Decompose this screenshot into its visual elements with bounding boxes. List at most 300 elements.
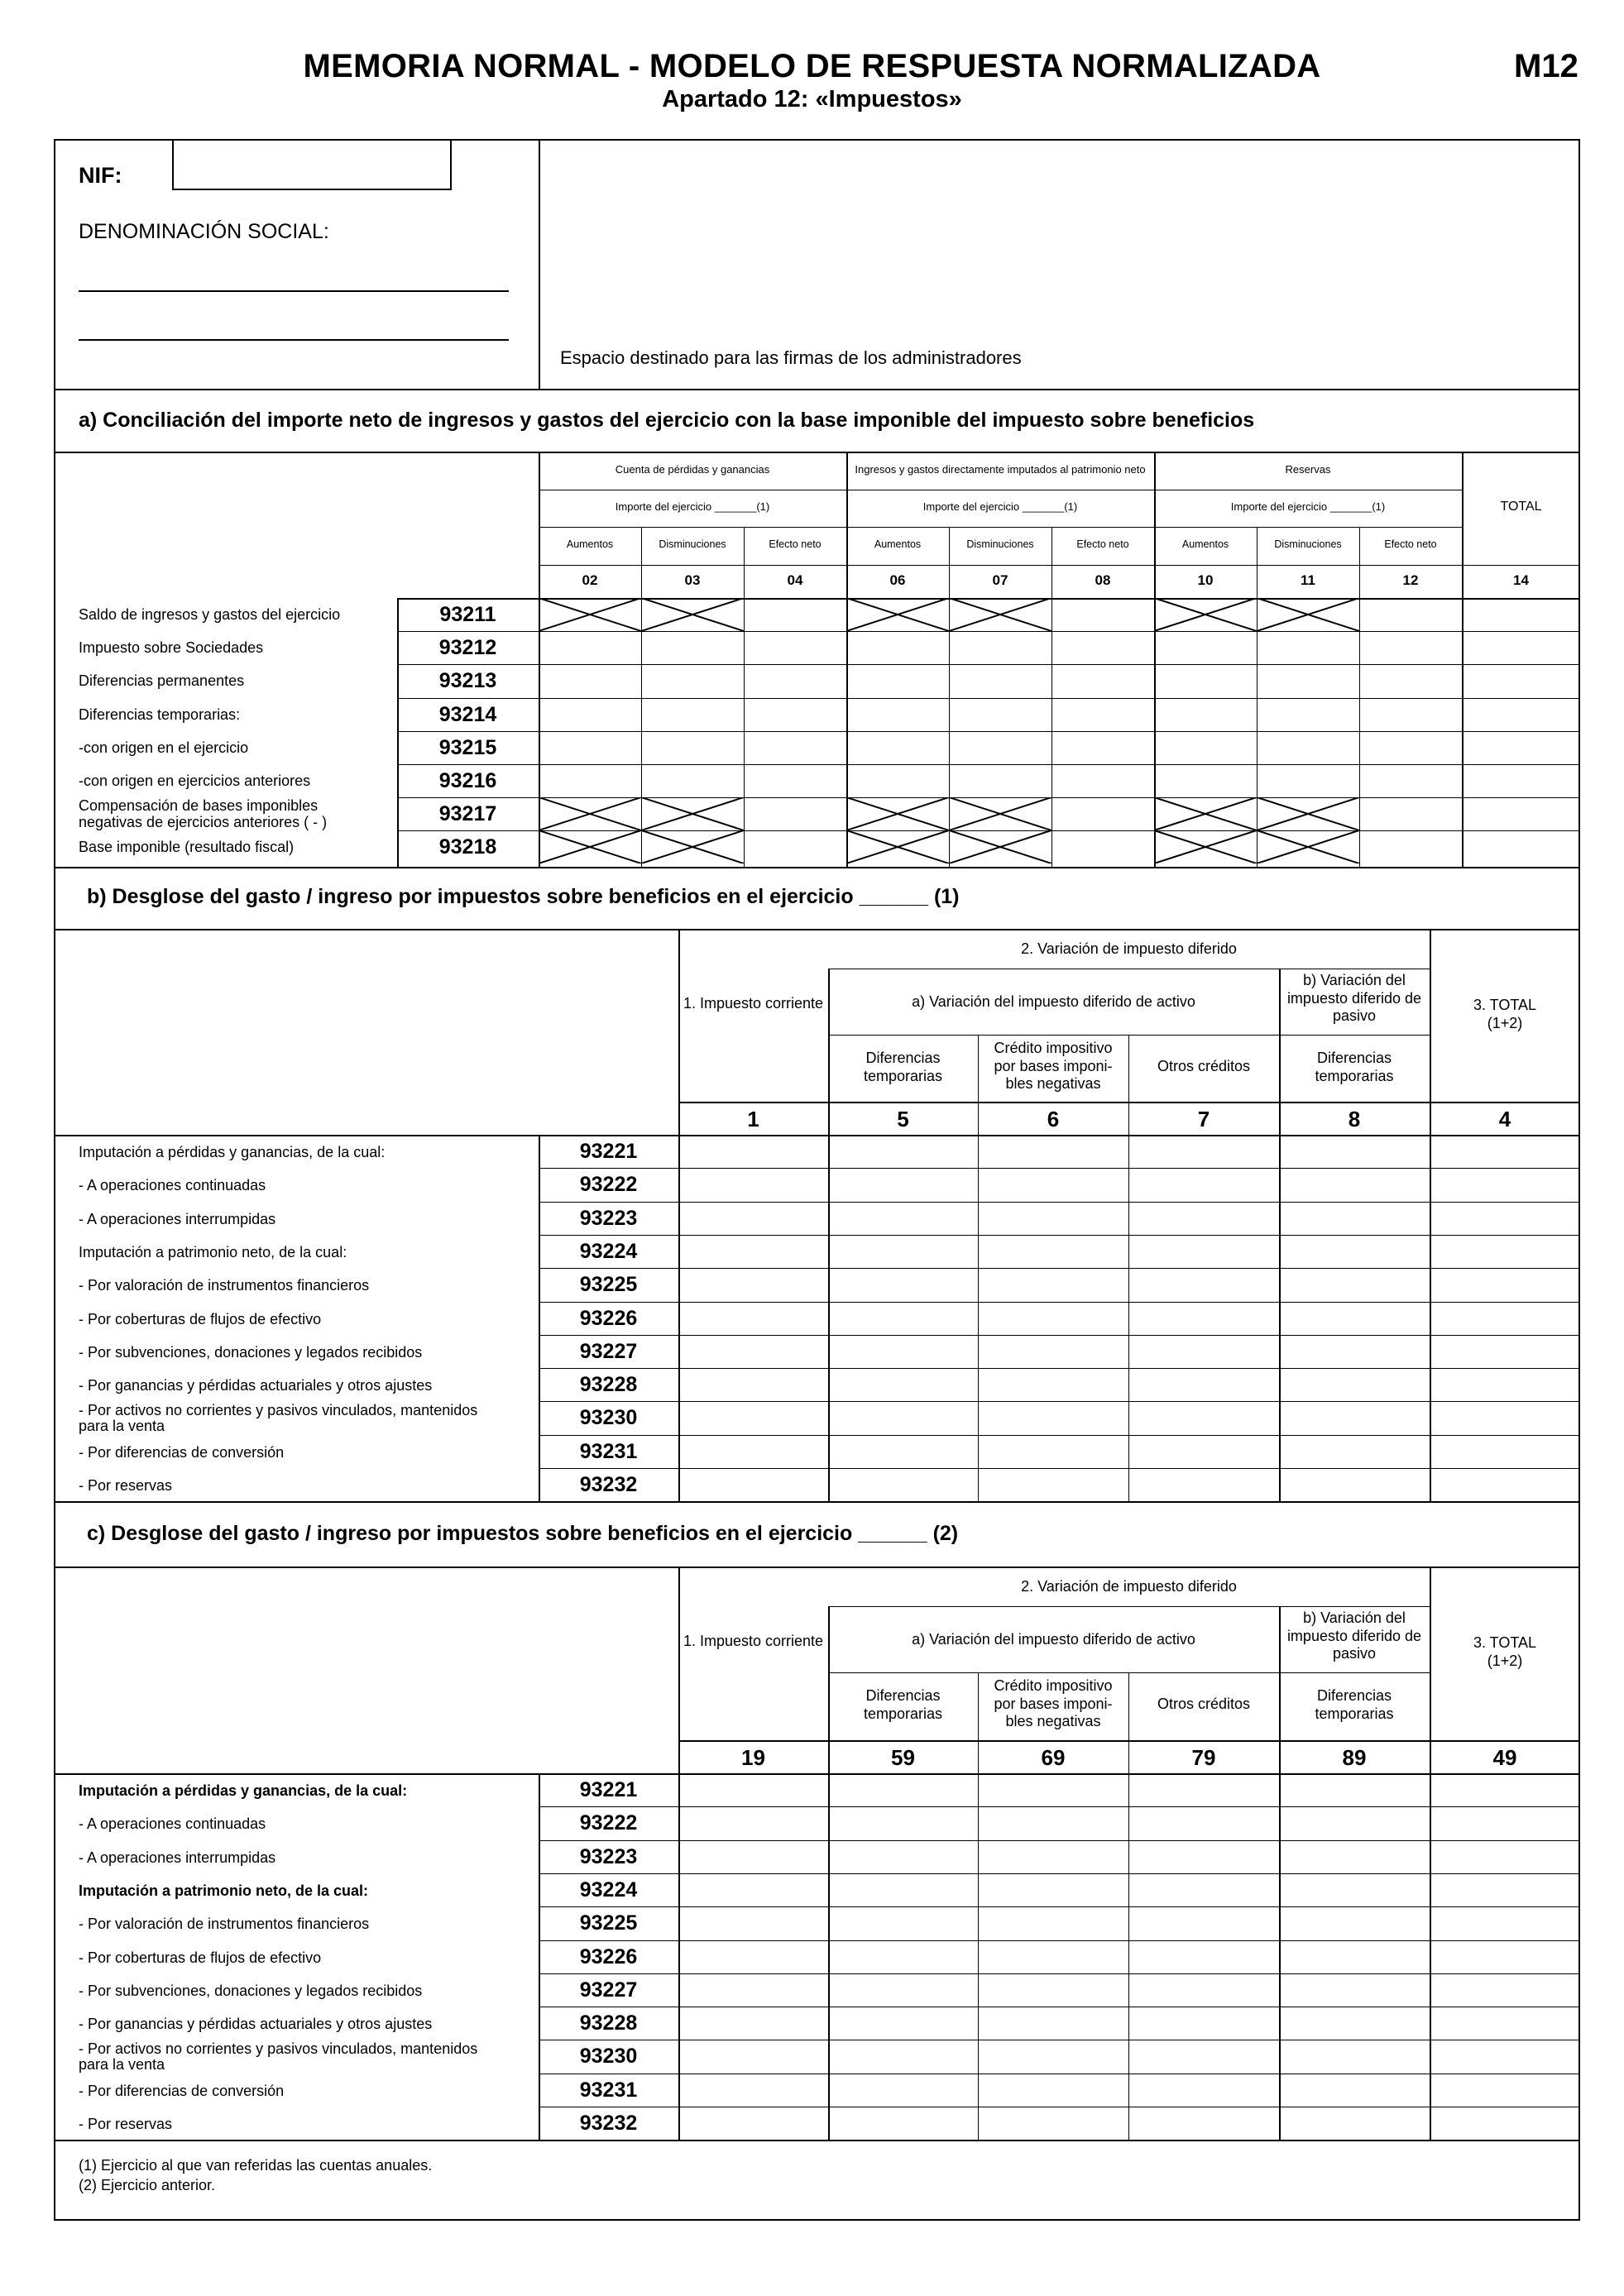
row-code: 93222 bbox=[579, 1173, 638, 1197]
input-cell[interactable] bbox=[1431, 1975, 1578, 2005]
denominacion-line-2[interactable] bbox=[79, 339, 509, 341]
input-cell[interactable] bbox=[848, 700, 947, 729]
input-cell[interactable] bbox=[830, 1808, 976, 1838]
input-cell[interactable] bbox=[1130, 1170, 1277, 1199]
row-label: - Por subvenciones, donaciones y legados recibidos bbox=[79, 1982, 423, 1999]
input-cell[interactable] bbox=[1130, 1942, 1277, 1972]
crossed-out-cell bbox=[641, 598, 744, 631]
column-number: 19 bbox=[741, 1745, 765, 1770]
input-cell[interactable] bbox=[540, 733, 640, 763]
group-header: Reservas bbox=[1285, 463, 1331, 476]
input-cell[interactable] bbox=[830, 2008, 976, 2038]
input-cell[interactable] bbox=[680, 1136, 826, 1166]
input-cell[interactable] bbox=[848, 666, 947, 696]
input-cell[interactable] bbox=[830, 1370, 976, 1399]
input-cell[interactable] bbox=[830, 1270, 976, 1299]
input-cell[interactable] bbox=[1464, 633, 1578, 662]
input-cell[interactable] bbox=[980, 2108, 1127, 2138]
input-cell[interactable] bbox=[1361, 600, 1460, 629]
input-cell[interactable] bbox=[745, 832, 845, 862]
total-header: 3. TOTAL bbox=[1473, 997, 1537, 1013]
input-cell[interactable] bbox=[1156, 733, 1255, 763]
nif-input[interactable] bbox=[172, 139, 452, 190]
row-line bbox=[539, 1302, 1580, 1303]
input-cell[interactable] bbox=[540, 700, 640, 729]
row-line bbox=[539, 1235, 1580, 1236]
input-cell[interactable] bbox=[1431, 1808, 1578, 1838]
input-cell[interactable] bbox=[745, 799, 845, 829]
input-cell[interactable] bbox=[848, 633, 947, 662]
input-cell[interactable] bbox=[680, 1170, 826, 1199]
importe-header: Importe del ejercicio _______(1) bbox=[1230, 500, 1386, 513]
input-cell[interactable] bbox=[1361, 633, 1460, 662]
input-cell[interactable] bbox=[1281, 1170, 1428, 1199]
input-cell[interactable] bbox=[951, 633, 1050, 662]
input-cell[interactable] bbox=[1361, 832, 1460, 862]
input-cell[interactable] bbox=[1130, 2075, 1277, 2105]
input-cell[interactable] bbox=[1281, 1842, 1428, 1872]
row-label: Imputación a patrimonio neto, de la cual: bbox=[79, 1882, 369, 1899]
input-cell[interactable] bbox=[1431, 1942, 1578, 1972]
input-cell[interactable] bbox=[980, 1303, 1127, 1333]
input-cell[interactable] bbox=[1431, 2041, 1578, 2071]
column-number: 04 bbox=[787, 572, 803, 588]
input-cell[interactable] bbox=[1281, 1337, 1428, 1366]
input-cell[interactable] bbox=[1130, 2108, 1277, 2138]
sub-header: Efecto neto bbox=[1384, 538, 1437, 550]
input-cell[interactable] bbox=[1281, 2041, 1428, 2071]
section-b-title: b) Desglose del gasto / ingreso por impuestos sobre beneficios en el ejercicio ______ (1) bbox=[87, 885, 960, 908]
row-code: 93230 bbox=[579, 1406, 638, 1430]
input-cell[interactable] bbox=[980, 1975, 1127, 2005]
variacion-pasivo-header: b) Variación del impuesto diferido de pasivo bbox=[1286, 972, 1422, 1025]
input-cell[interactable] bbox=[680, 1370, 826, 1399]
input-cell[interactable] bbox=[1464, 799, 1578, 829]
input-cell[interactable] bbox=[643, 666, 742, 696]
input-cell[interactable] bbox=[830, 1775, 976, 1805]
input-cell[interactable] bbox=[980, 1908, 1127, 1938]
row-label: para la venta bbox=[79, 2056, 165, 2074]
input-cell[interactable] bbox=[1258, 766, 1358, 796]
input-cell[interactable] bbox=[1431, 1303, 1578, 1333]
input-cell[interactable] bbox=[1281, 1942, 1428, 1972]
input-cell[interactable] bbox=[1130, 1908, 1277, 1938]
column-number: 5 bbox=[897, 1107, 909, 1131]
input-cell[interactable] bbox=[830, 1437, 976, 1466]
row-label: Base imponible (resultado fiscal) bbox=[79, 839, 295, 856]
row-line bbox=[539, 1906, 1580, 1907]
input-cell[interactable] bbox=[1130, 1875, 1277, 1905]
input-cell[interactable] bbox=[1130, 1303, 1277, 1333]
input-cell[interactable] bbox=[1281, 1370, 1428, 1399]
input-cell[interactable] bbox=[1464, 700, 1578, 729]
section-b-bottom bbox=[54, 1501, 1580, 1503]
input-cell[interactable] bbox=[1464, 666, 1578, 696]
input-cell[interactable] bbox=[1431, 1875, 1578, 1905]
input-cell[interactable] bbox=[830, 1403, 976, 1433]
sub-header: Efecto neto bbox=[1076, 538, 1129, 550]
column-number: 4 bbox=[1498, 1107, 1511, 1131]
row-line bbox=[539, 1840, 1580, 1841]
column-number: 49 bbox=[1492, 1745, 1517, 1770]
input-cell[interactable] bbox=[951, 766, 1050, 796]
input-cell[interactable] bbox=[680, 1808, 826, 1838]
total-header: TOTAL bbox=[1500, 500, 1542, 514]
section-c-title: c) Desglose del gasto / ingreso por impuestos sobre beneficios en el ejercicio ______ (2) bbox=[87, 1522, 959, 1545]
input-cell[interactable] bbox=[1431, 1775, 1578, 1805]
row-label: -con origen en el ejercicio bbox=[79, 739, 249, 756]
input-cell[interactable] bbox=[680, 1875, 826, 1905]
dif-temporarias-pasivo-header: Diferencias temporarias bbox=[1315, 1050, 1394, 1084]
input-cell[interactable] bbox=[680, 1236, 826, 1266]
column-number: 79 bbox=[1191, 1745, 1216, 1770]
crossed-out-cell bbox=[846, 598, 949, 631]
row-code: 93211 bbox=[439, 603, 496, 626]
input-cell[interactable] bbox=[1431, 2108, 1578, 2138]
input-cell[interactable] bbox=[1281, 1136, 1428, 1166]
row-label: -con origen en ejercicios anteriores bbox=[79, 773, 311, 789]
input-cell[interactable] bbox=[680, 1303, 826, 1333]
column-number: 59 bbox=[891, 1745, 915, 1770]
input-cell[interactable] bbox=[951, 666, 1050, 696]
input-cell[interactable] bbox=[951, 700, 1050, 729]
column-number: 1 bbox=[747, 1107, 759, 1131]
input-cell[interactable] bbox=[1361, 766, 1460, 796]
input-cell[interactable] bbox=[980, 1403, 1127, 1433]
input-cell[interactable] bbox=[745, 666, 845, 696]
crossed-out-cell bbox=[846, 797, 949, 830]
input-cell[interactable] bbox=[643, 733, 742, 763]
crossed-out-cell bbox=[539, 598, 641, 631]
variacion-activo-header: a) Variación del impuesto diferido de activo bbox=[912, 1631, 1195, 1648]
input-cell[interactable] bbox=[980, 1136, 1127, 1166]
input-cell[interactable] bbox=[1053, 733, 1152, 763]
input-cell[interactable] bbox=[643, 633, 742, 662]
input-cell[interactable] bbox=[1130, 1437, 1277, 1466]
row-label: Saldo de ingresos y gastos del ejercicio bbox=[79, 606, 341, 623]
input-cell[interactable] bbox=[1361, 700, 1460, 729]
input-cell[interactable] bbox=[830, 1203, 976, 1233]
column-number: 07 bbox=[992, 572, 1008, 588]
input-cell[interactable] bbox=[980, 1337, 1127, 1366]
input-cell[interactable] bbox=[540, 666, 640, 696]
input-cell[interactable] bbox=[1130, 1842, 1277, 1872]
variacion-header: 2. Variación de impuesto diferido bbox=[1021, 940, 1237, 957]
input-cell[interactable] bbox=[1130, 1337, 1277, 1366]
denominacion-line-1[interactable] bbox=[79, 290, 509, 292]
input-cell[interactable] bbox=[1431, 1908, 1578, 1938]
credito-header: Crédito impositivo por bases imponi-bles negativas bbox=[994, 1677, 1113, 1730]
input-cell[interactable] bbox=[1281, 1403, 1428, 1433]
input-cell[interactable] bbox=[1130, 1236, 1277, 1266]
row-label: - Por diferencias de conversión bbox=[79, 2082, 285, 2099]
input-cell[interactable] bbox=[980, 1370, 1127, 1399]
input-cell[interactable] bbox=[1281, 1270, 1428, 1299]
row-label: - Por reservas bbox=[79, 1477, 173, 1494]
input-cell[interactable] bbox=[680, 1403, 826, 1433]
input-cell[interactable] bbox=[1281, 1303, 1428, 1333]
input-cell[interactable] bbox=[1053, 766, 1152, 796]
input-cell[interactable] bbox=[1130, 1136, 1277, 1166]
input-cell[interactable] bbox=[1130, 2041, 1277, 2071]
row-code: 93223 bbox=[579, 1206, 638, 1230]
input-cell[interactable] bbox=[1258, 733, 1358, 763]
input-cell[interactable] bbox=[680, 1337, 826, 1366]
input-cell[interactable] bbox=[980, 1437, 1127, 1466]
row-line bbox=[397, 698, 1580, 699]
input-cell[interactable] bbox=[1130, 1270, 1277, 1299]
input-cell[interactable] bbox=[1130, 1203, 1277, 1233]
input-cell[interactable] bbox=[1431, 1136, 1578, 1166]
input-cell[interactable] bbox=[830, 1875, 976, 1905]
crossed-out-cell bbox=[1154, 797, 1257, 830]
divider bbox=[54, 1567, 1580, 1568]
input-cell[interactable] bbox=[1258, 666, 1358, 696]
sub-header: Aumentos bbox=[1181, 538, 1229, 550]
row-label: - Por ganancias y pérdidas actuariales y otros ajustes bbox=[79, 1377, 433, 1394]
input-cell[interactable] bbox=[1258, 700, 1358, 729]
input-cell[interactable] bbox=[680, 1437, 826, 1466]
sub-header: Disminuciones bbox=[1274, 538, 1342, 550]
input-cell[interactable] bbox=[1130, 1975, 1277, 2005]
row-label: Imputación a pérdidas y ganancias, de la cual: bbox=[79, 1144, 386, 1160]
crossed-out-cell bbox=[949, 598, 1052, 631]
input-cell[interactable] bbox=[1130, 1470, 1277, 1500]
input-cell[interactable] bbox=[830, 1470, 976, 1500]
input-cell[interactable] bbox=[1431, 1236, 1578, 1266]
input-cell[interactable] bbox=[980, 1203, 1127, 1233]
row-label: Imputación a pérdidas y ganancias, de la cual: bbox=[79, 1782, 408, 1799]
column-number: 14 bbox=[1513, 572, 1529, 588]
input-cell[interactable] bbox=[1130, 1403, 1277, 1433]
row-line bbox=[539, 1202, 1580, 1203]
input-cell[interactable] bbox=[643, 700, 742, 729]
input-cell[interactable] bbox=[1464, 766, 1578, 796]
header-line bbox=[678, 1102, 1580, 1103]
input-cell[interactable] bbox=[980, 1875, 1127, 1905]
input-cell[interactable] bbox=[1156, 633, 1255, 662]
input-cell[interactable] bbox=[680, 1203, 826, 1233]
input-cell[interactable] bbox=[1431, 1337, 1578, 1366]
row-code: 93223 bbox=[579, 1844, 638, 1868]
row-label: negativas de ejercicios anteriores ( - ) bbox=[79, 814, 328, 831]
row-line bbox=[539, 1168, 1580, 1169]
input-cell[interactable] bbox=[1130, 1775, 1277, 1805]
input-cell[interactable] bbox=[951, 733, 1050, 763]
input-cell[interactable] bbox=[1130, 1370, 1277, 1399]
row-code: 93218 bbox=[438, 835, 497, 859]
input-cell[interactable] bbox=[830, 2108, 976, 2138]
row-label: - Por coberturas de flujos de efectivo bbox=[79, 1949, 322, 1966]
input-cell[interactable] bbox=[830, 1236, 976, 1266]
crossed-out-cell bbox=[1154, 830, 1257, 863]
input-cell[interactable] bbox=[1130, 1808, 1277, 1838]
input-cell[interactable] bbox=[680, 1842, 826, 1872]
input-cell[interactable] bbox=[1130, 2008, 1277, 2038]
header-line bbox=[828, 1606, 1430, 1607]
input-cell[interactable] bbox=[1281, 1808, 1428, 1838]
sub-header: Disminuciones bbox=[659, 538, 726, 550]
row-line bbox=[539, 1401, 1580, 1402]
variacion-pasivo-header: b) Variación del impuesto diferido de pasivo bbox=[1286, 1610, 1422, 1662]
input-cell[interactable] bbox=[1464, 733, 1578, 763]
crossed-out-cell bbox=[539, 830, 641, 863]
form-code: M12 bbox=[1514, 48, 1578, 84]
row-line bbox=[539, 1335, 1580, 1336]
input-cell[interactable] bbox=[830, 2041, 976, 2071]
input-cell[interactable] bbox=[980, 2008, 1127, 2038]
input-cell[interactable] bbox=[1281, 1775, 1428, 1805]
otros-creditos-header: Otros créditos bbox=[1157, 1058, 1251, 1074]
nif-label: NIF: bbox=[79, 163, 122, 188]
input-cell[interactable] bbox=[680, 2008, 826, 2038]
variacion-header: 2. Variación de impuesto diferido bbox=[1021, 1578, 1237, 1595]
input-cell[interactable] bbox=[680, 1942, 826, 1972]
input-cell[interactable] bbox=[680, 2075, 826, 2105]
input-cell[interactable] bbox=[643, 766, 742, 796]
input-cell[interactable] bbox=[980, 2041, 1127, 2071]
column-number: 03 bbox=[684, 572, 701, 588]
column-number: 06 bbox=[889, 572, 906, 588]
crossed-out-cell bbox=[641, 797, 744, 830]
input-cell[interactable] bbox=[1431, 1470, 1578, 1500]
input-cell[interactable] bbox=[680, 1470, 826, 1500]
row-label: - Por activos no corrientes y pasivos vinculados, mantenidos bbox=[79, 1402, 478, 1419]
row-code: 93226 bbox=[579, 1944, 638, 1968]
row-label: para la venta bbox=[79, 1418, 165, 1435]
input-cell[interactable] bbox=[980, 1808, 1127, 1838]
input-cell[interactable] bbox=[830, 1337, 976, 1366]
input-cell[interactable] bbox=[1431, 1403, 1578, 1433]
input-cell[interactable] bbox=[1053, 832, 1152, 862]
input-cell[interactable] bbox=[1431, 1437, 1578, 1466]
input-cell[interactable] bbox=[1053, 600, 1152, 629]
input-cell[interactable] bbox=[680, 1908, 826, 1938]
input-cell[interactable] bbox=[1281, 1236, 1428, 1266]
input-cell[interactable] bbox=[1281, 1470, 1428, 1500]
input-cell[interactable] bbox=[1281, 1975, 1428, 2005]
input-cell[interactable] bbox=[830, 1842, 976, 1872]
input-cell[interactable] bbox=[1281, 1437, 1428, 1466]
row-code: 93217 bbox=[438, 802, 497, 826]
input-cell[interactable] bbox=[1053, 633, 1152, 662]
input-cell[interactable] bbox=[680, 1975, 826, 2005]
input-cell[interactable] bbox=[830, 2075, 976, 2105]
row-line bbox=[397, 664, 1580, 665]
row-line bbox=[539, 1435, 1580, 1436]
input-cell[interactable] bbox=[680, 1270, 826, 1299]
credito-header: Crédito impositivo por bases imponi-bles negativas bbox=[994, 1040, 1113, 1093]
input-cell[interactable] bbox=[680, 2108, 826, 2138]
input-cell[interactable] bbox=[1053, 799, 1152, 829]
input-cell[interactable] bbox=[848, 766, 947, 796]
input-cell[interactable] bbox=[980, 2075, 1127, 2105]
variacion-activo-header: a) Variación del impuesto diferido de activo bbox=[912, 993, 1195, 1010]
input-cell[interactable] bbox=[1464, 832, 1578, 862]
input-cell[interactable] bbox=[1431, 1170, 1578, 1199]
input-cell[interactable] bbox=[1281, 2008, 1428, 2038]
input-cell[interactable] bbox=[540, 633, 640, 662]
input-cell[interactable] bbox=[1431, 1270, 1578, 1299]
input-cell[interactable] bbox=[1431, 1370, 1578, 1399]
input-cell[interactable] bbox=[1431, 2075, 1578, 2105]
input-cell[interactable] bbox=[680, 2041, 826, 2071]
input-cell[interactable] bbox=[1281, 1908, 1428, 1938]
dif-temporarias-pasivo-header: Diferencias temporarias bbox=[1315, 1687, 1394, 1722]
row-line bbox=[539, 1873, 1580, 1874]
sub-header: Aumentos bbox=[874, 538, 922, 550]
header-line bbox=[678, 1740, 1580, 1742]
input-cell[interactable] bbox=[1361, 733, 1460, 763]
input-cell[interactable] bbox=[980, 1236, 1127, 1266]
row-code: 93231 bbox=[579, 2078, 638, 2102]
header-line bbox=[539, 565, 1580, 566]
input-cell[interactable] bbox=[1281, 1203, 1428, 1233]
input-cell[interactable] bbox=[1156, 700, 1255, 729]
input-cell[interactable] bbox=[980, 1270, 1127, 1299]
input-cell[interactable] bbox=[830, 1170, 976, 1199]
input-cell[interactable] bbox=[1156, 666, 1255, 696]
input-cell[interactable] bbox=[1281, 1875, 1428, 1905]
signature-area[interactable] bbox=[540, 141, 1578, 339]
input-cell[interactable] bbox=[980, 1775, 1127, 1805]
input-cell[interactable] bbox=[830, 1136, 976, 1166]
column-number: 7 bbox=[1197, 1107, 1210, 1131]
input-cell[interactable] bbox=[830, 1975, 976, 2005]
column-number: 10 bbox=[1197, 572, 1214, 588]
input-cell[interactable] bbox=[680, 1775, 826, 1805]
row-label: - Por valoración de instrumentos financieros bbox=[79, 1277, 370, 1294]
input-cell[interactable] bbox=[1361, 666, 1460, 696]
sub-header: Aumentos bbox=[566, 538, 614, 550]
impuesto-corriente-header: 1. Impuesto corriente bbox=[683, 1633, 824, 1649]
footnote-2: (2) Ejercicio anterior. bbox=[79, 2177, 216, 2193]
input-cell[interactable] bbox=[745, 700, 845, 729]
crossed-out-cell bbox=[949, 797, 1052, 830]
input-cell[interactable] bbox=[1281, 2075, 1428, 2105]
input-cell[interactable] bbox=[980, 1942, 1127, 1972]
input-cell[interactable] bbox=[1258, 633, 1358, 662]
input-cell[interactable] bbox=[1431, 1842, 1578, 1872]
input-cell[interactable] bbox=[830, 1303, 976, 1333]
crossed-out-cell bbox=[1154, 598, 1257, 631]
input-cell[interactable] bbox=[1281, 2108, 1428, 2138]
input-cell[interactable] bbox=[745, 600, 845, 629]
input-cell[interactable] bbox=[745, 633, 845, 662]
input-cell[interactable] bbox=[1361, 799, 1460, 829]
input-cell[interactable] bbox=[980, 1470, 1127, 1500]
input-cell[interactable] bbox=[1053, 666, 1152, 696]
column-number: 69 bbox=[1041, 1745, 1066, 1770]
input-cell[interactable] bbox=[830, 1942, 976, 1972]
input-cell[interactable] bbox=[745, 733, 845, 763]
input-cell[interactable] bbox=[848, 733, 947, 763]
input-cell[interactable] bbox=[1053, 700, 1152, 729]
row-code: 93228 bbox=[579, 2011, 638, 2035]
row-code: 93222 bbox=[579, 1811, 638, 1835]
row-code: 93224 bbox=[579, 1239, 638, 1263]
input-cell[interactable] bbox=[1156, 766, 1255, 796]
input-cell[interactable] bbox=[540, 766, 640, 796]
input-cell[interactable] bbox=[1464, 600, 1578, 629]
input-cell[interactable] bbox=[1431, 1203, 1578, 1233]
input-cell[interactable] bbox=[830, 1908, 976, 1938]
input-cell[interactable] bbox=[980, 1170, 1127, 1199]
input-cell[interactable] bbox=[745, 766, 845, 796]
input-cell[interactable] bbox=[1431, 2008, 1578, 2038]
row-code: 93227 bbox=[579, 1339, 638, 1363]
input-cell[interactable] bbox=[980, 1842, 1127, 1872]
